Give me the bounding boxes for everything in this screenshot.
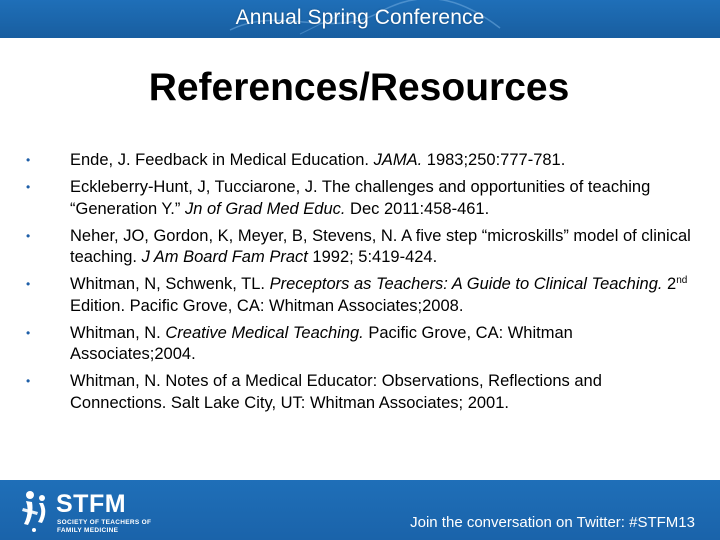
reference-item bbox=[24, 226, 694, 269]
bullet-icon: • bbox=[26, 180, 31, 194]
reference-text: 1983;250:777-781. bbox=[422, 151, 566, 169]
reference-item bbox=[24, 150, 694, 172]
stfm-figures-icon bbox=[20, 488, 56, 536]
slide-title: References/Resources bbox=[148, 66, 570, 109]
bullet-icon: • bbox=[26, 374, 31, 388]
reference-text: Whitman, N. bbox=[70, 323, 166, 342]
logo-name: STFM bbox=[56, 490, 127, 518]
twitter-hashtag-text: Join the conversation on Twitter: #STFM13 bbox=[410, 514, 695, 531]
reference-text: Whitman, N, Schwenk, TL. bbox=[70, 275, 270, 293]
reference-text: Whitman, N. Notes of a Medical Educator: Observations, Reflections and Connections. Salt Lake City, UT: Whitman Associates; 2001. bbox=[70, 372, 602, 412]
reference-text: Neher, JO, Gordon, K, Meyer, B, Stevens, N. A five step “microskills” model of clinical teaching. bbox=[70, 226, 691, 266]
reference-text: Edition. Pacific Grove, CA: Whitman Associates;2008. bbox=[70, 296, 464, 315]
reference-italic-text: JAMA. bbox=[373, 151, 423, 169]
reference-item bbox=[24, 323, 694, 366]
reference-text: Pacific Grove, CA: Whitman Associates;2004. bbox=[70, 323, 573, 363]
header-bar bbox=[0, 0, 720, 38]
reference-text: Dec 2011:458-461. bbox=[345, 199, 490, 218]
reference-italic-text: Preceptors as Teachers: A Guide to Clinical Teaching. bbox=[269, 275, 663, 293]
reference-italic-text: J Am Board Fam Pract bbox=[141, 248, 308, 266]
reference-item bbox=[24, 371, 694, 414]
reference-text: 2 bbox=[662, 275, 677, 293]
reference-item bbox=[24, 274, 694, 317]
bullet-icon: • bbox=[26, 153, 31, 167]
bullet-icon: • bbox=[26, 325, 31, 340]
reference-text: Ende, J. Feedback in Medical Education. bbox=[70, 151, 374, 169]
reference-text: Eckleberry-Hunt, J, Tucciarone, J. The challenges and opportunities of teaching “Generation Y.” bbox=[70, 178, 651, 218]
logo-subtitle-line1: SOCIETY OF TEACHERS OF bbox=[57, 519, 152, 526]
reference-superscript: nd bbox=[676, 275, 688, 286]
logo-subtitle-line2: FAMILY MEDICINE bbox=[57, 527, 119, 534]
conference-title: Annual Spring Conference bbox=[235, 6, 485, 29]
stfm-logo bbox=[20, 488, 170, 536]
reference-list bbox=[24, 150, 694, 420]
reference-italic-text: Creative Medical Teaching. bbox=[165, 323, 364, 342]
reference-italic-text: Jn of Grad Med Educ. bbox=[184, 199, 346, 218]
reference-item bbox=[24, 177, 694, 220]
bullet-icon: • bbox=[26, 277, 31, 291]
bullet-icon: • bbox=[26, 228, 31, 243]
reference-text: 1992; 5:419-424. bbox=[307, 248, 438, 266]
